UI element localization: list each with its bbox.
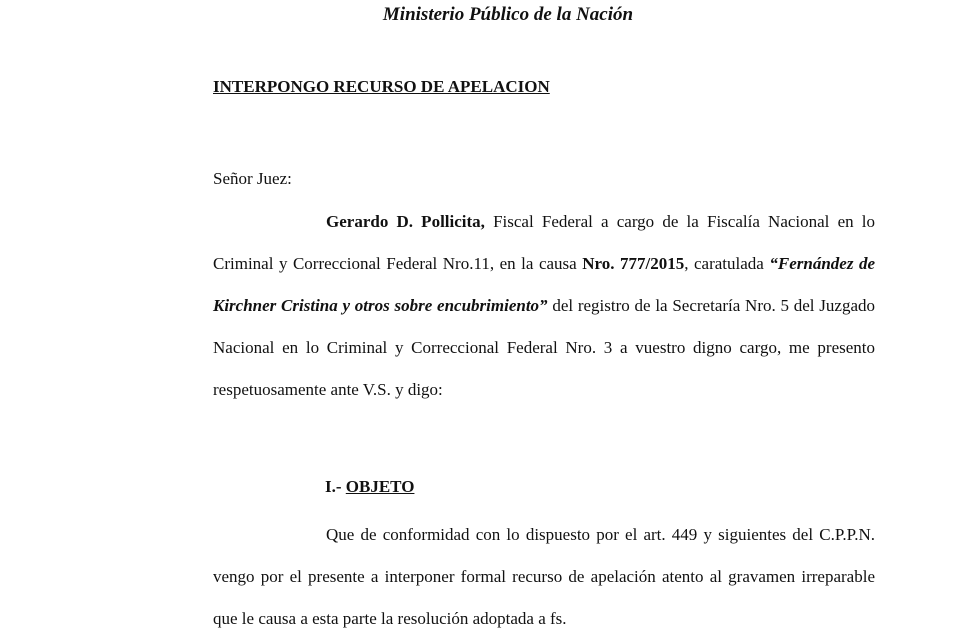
document-header: Ministerio Público de la Nación xyxy=(382,4,634,25)
case-title: “Fernández de Kirchner Cristina y otros sobre encubrimiento” xyxy=(213,254,875,315)
intro-text-1: Fiscal Federal a cargo de la Fiscalía Nacional en lo Criminal y Correccional Federal Nro.11, en la causa xyxy=(213,212,876,273)
intro-text-3: del registro de la Secretaría Nro. 5 del Juzgado Nacional en lo Criminal y Correccional Federal Nro. 3 a vuestro digno cargo, me presento respetuosamente ante V.S. y digo: xyxy=(213,296,875,399)
section-heading xyxy=(325,477,414,497)
document-title: INTERPONGO RECURSO DE APELACION xyxy=(213,77,550,96)
section-title: OBJETO xyxy=(345,477,415,496)
prosecutor-name: Gerardo D. Pollicita, xyxy=(326,212,485,231)
salutation: Señor Juez: xyxy=(213,169,292,188)
intro-text-2: , caratulada xyxy=(684,254,770,273)
section-number: I.- xyxy=(325,477,346,496)
intro-paragraph xyxy=(213,201,875,411)
body-paragraph: Que de conformidad con lo dispuesto por el art. 449 y siguientes del C.P.P.N. vengo por el presente a interponer formal recurso de apelación atento al gravamen irreparable que le causa a esta parte la resolución adoptada a fs. xyxy=(213,525,875,628)
case-number: Nro. 777/2015 xyxy=(582,254,685,273)
